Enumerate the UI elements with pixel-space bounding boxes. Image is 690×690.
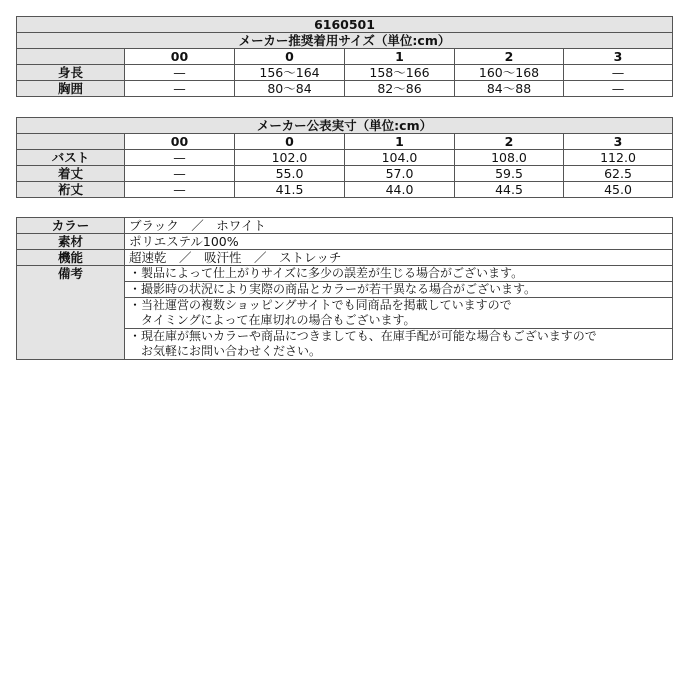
size-header: 00 <box>125 49 235 65</box>
row-label-sleeve: 裄丈 <box>17 182 125 198</box>
table-row <box>17 81 673 97</box>
table-cell: 59.5 <box>455 166 564 182</box>
function-value: 超速乾 ／ 吸汗性 ／ ストレッチ <box>125 250 673 266</box>
table-row <box>17 250 673 266</box>
table-cell: 45.0 <box>564 182 673 198</box>
table-cell: — <box>125 182 235 198</box>
corner-cell <box>17 49 125 65</box>
size-header: 1 <box>345 134 455 150</box>
row-label-bust: バスト <box>17 150 125 166</box>
material-value: ポリエステル100% <box>125 234 673 250</box>
size-header: 0 <box>235 134 345 150</box>
size-header: 3 <box>564 134 673 150</box>
recommended-size-title: メーカー推奨着用サイズ（単位:cm） <box>17 33 673 49</box>
table-cell: 62.5 <box>564 166 673 182</box>
row-label-chest: 胸囲 <box>17 81 125 97</box>
table-row <box>17 182 673 198</box>
note-line: タイミングによって在庫切れの場合もございます。 <box>125 313 673 329</box>
note-line: ・撮影時の状況により実際の商品とカラーが若干異なる場合がございます。 <box>125 282 673 298</box>
table-cell: 156〜164 <box>235 65 345 81</box>
table-cell: 82〜86 <box>345 81 455 97</box>
product-details-table <box>16 217 673 360</box>
row-label-length: 着丈 <box>17 166 125 182</box>
table-cell: — <box>564 81 673 97</box>
size-header: 0 <box>235 49 345 65</box>
table-cell: 102.0 <box>235 150 345 166</box>
table-cell: 158〜166 <box>345 65 455 81</box>
product-code: 6160501 <box>17 17 673 33</box>
corner-cell <box>17 134 125 150</box>
table-cell: — <box>125 81 235 97</box>
table-cell: 160〜168 <box>455 65 564 81</box>
table-row <box>17 65 673 81</box>
table-cell: 57.0 <box>345 166 455 182</box>
note-line: ・製品によって仕上がりサイズに多少の誤差が生じる場合がございます。 <box>125 266 673 282</box>
table-row <box>17 266 673 282</box>
size-header: 1 <box>345 49 455 65</box>
note-line: お気軽にお問い合わせください。 <box>125 344 673 360</box>
table-cell: 84〜88 <box>455 81 564 97</box>
size-header: 3 <box>564 49 673 65</box>
color-value: ブラック ／ ホワイト <box>125 218 673 234</box>
material-label: 素材 <box>17 234 125 250</box>
table-cell: 41.5 <box>235 182 345 198</box>
table-cell: 80〜84 <box>235 81 345 97</box>
table-row <box>17 234 673 250</box>
note-line: ・当社運営の複数ショッピングサイトでも同商品を掲載していますので <box>125 298 673 314</box>
table-cell: 104.0 <box>345 150 455 166</box>
color-label: カラー <box>17 218 125 234</box>
recommended-size-table <box>16 16 673 97</box>
row-label-height: 身長 <box>17 65 125 81</box>
measured-size-table <box>16 117 673 198</box>
table-cell: — <box>125 150 235 166</box>
table-cell: 112.0 <box>564 150 673 166</box>
table-cell: — <box>125 65 235 81</box>
function-label: 機能 <box>17 250 125 266</box>
size-header: 2 <box>455 49 564 65</box>
table-row <box>17 166 673 182</box>
measured-size-title: メーカー公表実寸（単位:cm） <box>17 118 673 134</box>
note-line: ・現在庫が無いカラーや商品につきましても、在庫手配が可能な場合もございますので <box>125 329 673 345</box>
size-header: 00 <box>125 134 235 150</box>
notes-label: 備考 <box>17 266 125 360</box>
table-cell: 44.0 <box>345 182 455 198</box>
table-cell: — <box>564 65 673 81</box>
table-row <box>17 218 673 234</box>
table-cell: 108.0 <box>455 150 564 166</box>
table-cell: 55.0 <box>235 166 345 182</box>
table-row <box>17 150 673 166</box>
table-cell: 44.5 <box>455 182 564 198</box>
size-header: 2 <box>455 134 564 150</box>
table-cell: — <box>125 166 235 182</box>
